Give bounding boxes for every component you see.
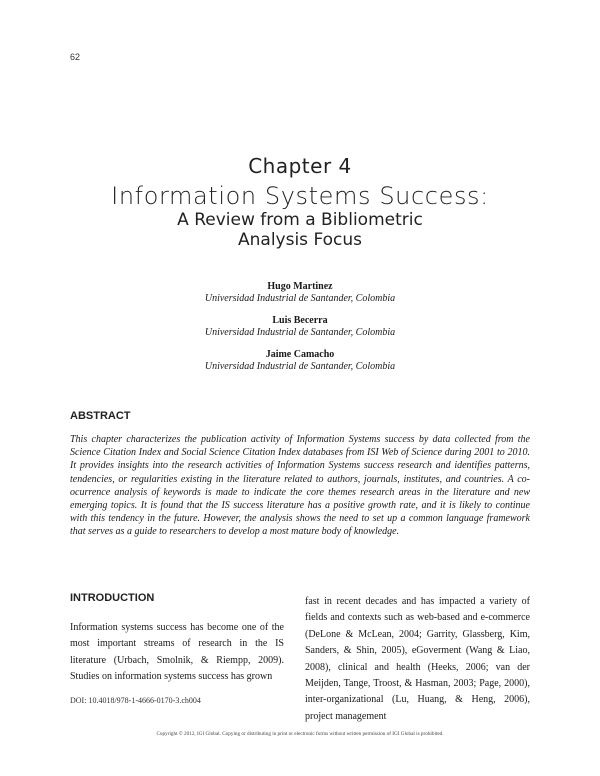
author-name: Luis Becerra xyxy=(272,315,328,326)
introduction-right-column: fast in recent decades and has impacted a variety of fields and contexts such as web-based and e-commerce (DeLone & McLean, 2004; Garrity, Glassberg, Kim, Sanders, & Shin, 2005), eGoverment (Wang & Liao, 2008), clinical and health (Heeks, 2006; van der Meijden, Tange, Troost, & Hasman, 2003; Page, 2000), inter-organizational (Lu, Huang, & Heng, 2006), project management xyxy=(305,596,530,722)
author-name: Hugo Martinez xyxy=(267,281,333,292)
author-affiliation: Universidad Industrial de Santander, Colombia xyxy=(204,361,396,372)
copyright-notice: Copyright © 2012, IGI Global. Copying or distributing in print or electronic forms without written permission of IGI Global is prohibited. xyxy=(156,731,444,737)
doi: DOI: 10.4018/978-1-4666-0170-3.ch004 xyxy=(70,696,201,705)
chapter-subtitle-line1: A Review from a Bibliometric xyxy=(177,210,423,230)
chapter-label: Chapter 4 xyxy=(248,154,352,178)
author-name: Jaime Camacho xyxy=(265,349,335,360)
author-affiliation: Universidad Industrial de Santander, Colombia xyxy=(204,327,396,338)
abstract-heading: ABSTRACT xyxy=(70,410,131,422)
author-affiliation: Universidad Industrial de Santander, Colombia xyxy=(204,293,396,304)
introduction-left-column: Information systems success has become one of the most important streams of research in the IS literature (Urbach, Smolnik, & Riempp, 2009). Studies on information systems success has grown xyxy=(70,622,284,683)
abstract-text: This chapter characterizes the publication activity of Information Systems success by data collected from the Science Citation Index and Social Science Citation Index databases from ISI Web of Science during 2001 to 2010. It provides insights into the research activities of Information Systems success research and identifies patterns, tendencies, or regularities existing in the literature related to authors, journals, institutes, and countries. A co-ocurrence analysis of keywords is made to indicate the core themes research areas in the literature and new emerging topics. It is found that the IS success literature has a positive growth rate, and it is likely to continue with this tendency in the future. However, the analysis shows the need to set up a common language framework that serves as a guide to researchers to develop a most mature body of knowledge. xyxy=(70,434,530,538)
chapter-subtitle-line2: Analysis Focus xyxy=(238,230,362,250)
chapter-title: Information Systems Success: xyxy=(111,182,489,210)
introduction-heading: INTRODUCTION xyxy=(70,592,155,604)
page-number: 62 xyxy=(70,52,81,62)
